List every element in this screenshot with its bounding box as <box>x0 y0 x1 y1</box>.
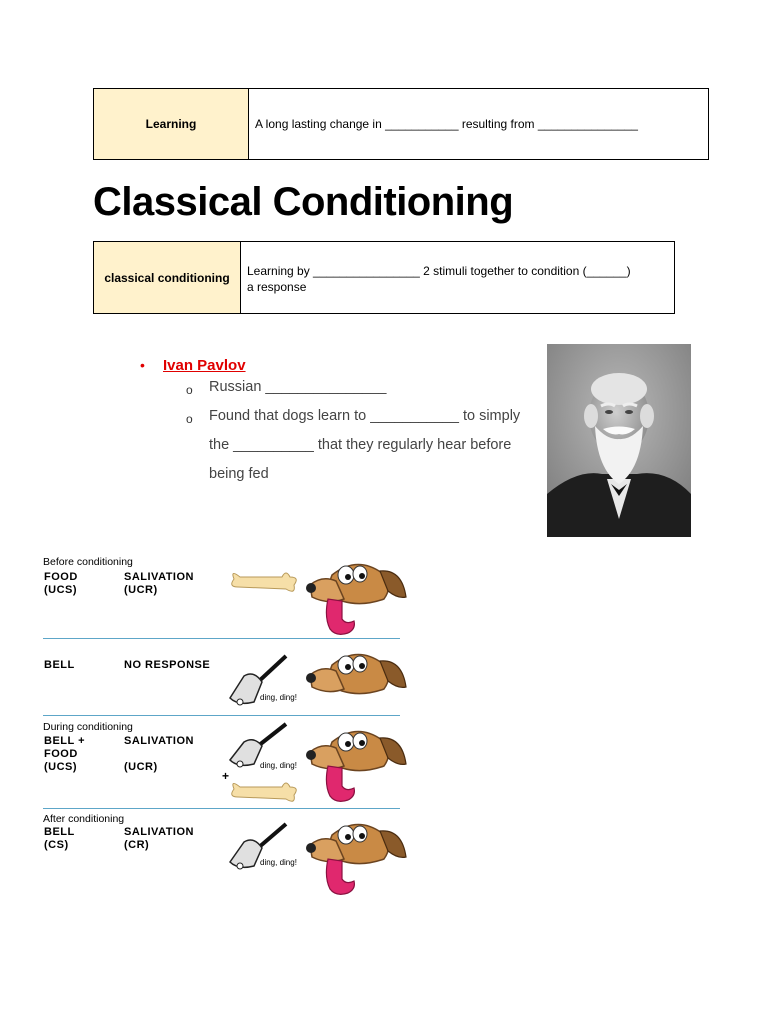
sub-bullet-marker: o <box>186 412 193 426</box>
cc-definition-table <box>93 241 675 314</box>
neutral-dog-icon <box>302 645 407 705</box>
row3-left-line2: FOOD <box>44 748 78 760</box>
row1-left-line2: (UCS) <box>44 584 78 596</box>
row4-left-line2: (CS) <box>44 839 69 851</box>
learning-definition-cell: A long lasting change in ___________ resulting from _______________ <box>255 117 638 131</box>
row1-header: Before conditioning <box>43 556 133 568</box>
row-divider <box>43 715 400 716</box>
salivating-dog-icon <box>302 555 407 637</box>
salivating-dog-icon <box>302 722 407 804</box>
pavlov-sub1: Russian _______________ <box>209 379 387 395</box>
row4-left-line1: BELL <box>44 826 75 838</box>
learning-term-cell: Learning <box>94 89 249 159</box>
pavlov-sub2-line1: Found that dogs learn to ___________ to simply <box>209 408 521 424</box>
bullet-dot: • <box>140 357 145 373</box>
row2-left-line1: BELL <box>44 659 75 671</box>
sub-bullet-marker: o <box>186 383 193 397</box>
pavlov-sub2-line3: being fed <box>209 466 269 482</box>
page-title: Classical Conditioning <box>93 180 514 224</box>
row1-right-line1: SALIVATION <box>124 571 194 583</box>
bone-icon <box>228 775 298 807</box>
row2-right-line1: NO RESPONSE <box>124 659 211 671</box>
row3-left-line1: BELL + <box>44 735 86 747</box>
row3-header: During conditioning <box>43 721 133 733</box>
plus-sign: + <box>222 769 230 783</box>
cc-definition-cell <box>241 242 674 313</box>
pavlov-portrait-image <box>547 344 691 537</box>
row3-right-line1: SALIVATION <box>124 735 194 747</box>
row-divider <box>43 638 400 639</box>
pavlov-name-link: Ivan Pavlov <box>163 357 246 374</box>
row1-left-line1: FOOD <box>44 571 78 583</box>
row4-right-line2: (CR) <box>124 839 150 851</box>
cc-term-cell: classical conditioning <box>94 242 241 313</box>
bone-icon <box>228 565 298 599</box>
row4-right-line1: SALIVATION <box>124 826 194 838</box>
row3-right-line3: (UCR) <box>124 761 158 773</box>
cc-definition-line1: Learning by ________________ 2 stimuli together to condition (______) <box>247 263 631 278</box>
learning-definition-table <box>93 88 709 160</box>
row4-header: After conditioning <box>43 813 125 825</box>
salivating-dog-icon <box>302 815 407 897</box>
row-divider <box>43 808 400 809</box>
pavlov-sub2-line2: the __________ that they regularly hear before <box>209 437 512 453</box>
row3-left-line3: (UCS) <box>44 761 78 773</box>
bell-caption: ding, ding! <box>260 858 297 867</box>
bell-caption: ding, ding! <box>260 761 297 770</box>
row1-right-line2: (UCR) <box>124 584 158 596</box>
cc-definition-line2: a response <box>247 279 307 294</box>
bell-caption: ding, ding! <box>260 693 297 702</box>
